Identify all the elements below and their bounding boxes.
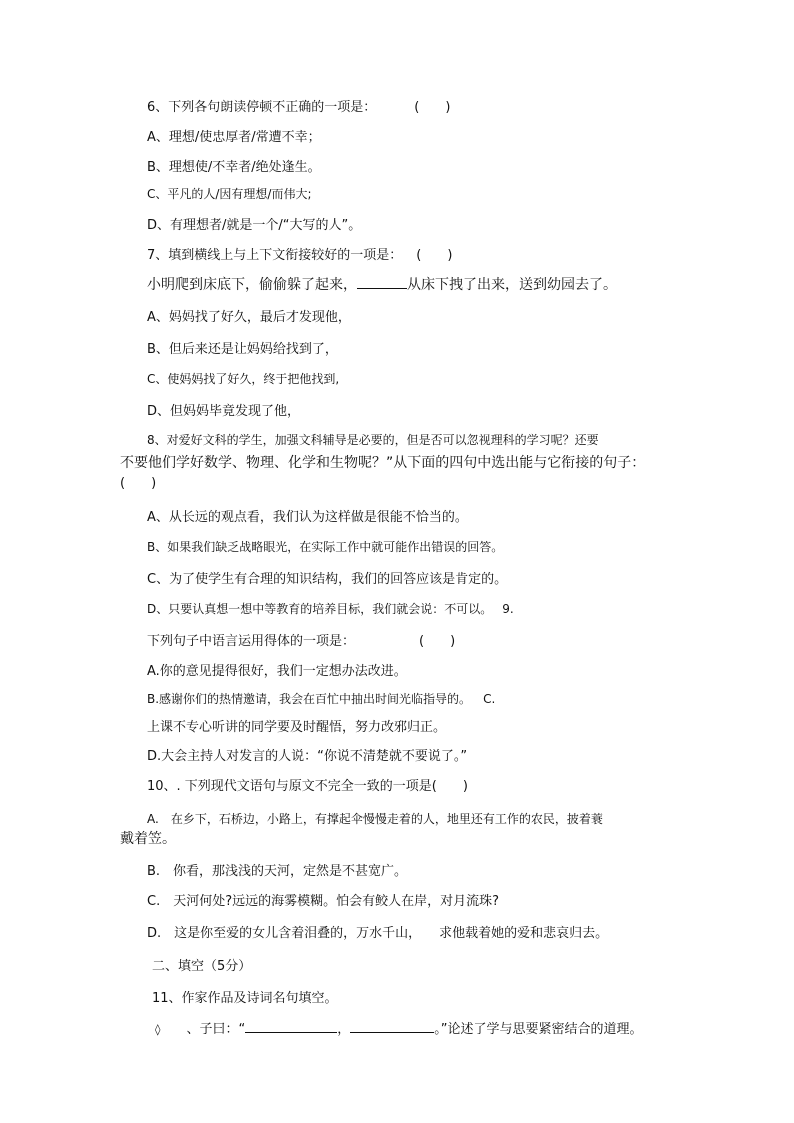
q9-option-b [147, 690, 495, 707]
q10-stem: 10、. 下列现代文语句与原文不完全一致的一项是( ) [147, 779, 468, 794]
q8-stem-line1: 8、对爱好文科的学生，加强文科辅导是必要的，但是否可以忽视理科的学习呢？还要 [147, 433, 599, 447]
q6-option-d: D、有理想者/就是一个/“大写的人”。 [147, 218, 362, 233]
q7-option-b: B、但后来还是让妈妈给找到了， [147, 342, 338, 357]
q6-answer-paren: ( ) [414, 100, 451, 115]
q7-passage [147, 274, 617, 294]
q7-passage-before: 小明爬到床底下，偷偷躲了起来， [147, 277, 357, 293]
q10-option-d [147, 922, 608, 941]
q11-marker: ◊ [155, 1023, 161, 1036]
q8-stem-line2: 不要他们学好数学、物理、化学和生物呢？”从下面的四句中选出能与它衔接的句子： [120, 455, 646, 471]
q8-option-b: B、如果我们缺乏战略眼光，在实际工作中就可能作出错误的回答。 [147, 540, 504, 554]
q8-option-a: A、从长远的观点看，我们认为这样做是很能不恰当的。 [147, 510, 468, 525]
q11-stem: 11、作家作品及诗词名句填空。 [152, 991, 338, 1006]
q11-text-after: 。”论述了学与思要紧密结合的道理。 [434, 1022, 643, 1037]
q7-answer-paren: ( ) [416, 248, 453, 263]
q9-option-b-text: B.感谢你们的热情邀请，我会在百忙中抽出时间光临指导的。 [147, 692, 472, 706]
q9-option-c-label: C. [483, 692, 496, 706]
q7-option-a: A、妈妈找了好久，最后才发现他， [147, 310, 351, 325]
q10-option-a-line2: 戴着笠。 [120, 831, 176, 847]
q7-stem [147, 244, 452, 263]
q8-option-d-text: D、只要认真想一想中等教育的培养目标，我们就会说：不可以。 [147, 602, 493, 616]
q7-option-d: D、但妈妈毕竟发现了他， [147, 404, 301, 419]
q9-answer-paren: ( ) [419, 634, 456, 649]
q10-option-a-line1: A. 在乡下，石桥边，小路上，有撑起伞慢慢走着的人，地里还有工作的农民，披着蓑 [147, 812, 603, 826]
q11-blank-2[interactable] [350, 1019, 434, 1033]
q10-option-d-after: 求他载着她的爱和悲哀归去。 [439, 926, 609, 941]
q9-option-a: A.你的意见提得很好，我们一定想办法改进。 [147, 664, 407, 679]
q10-option-b: B. 你看，那浅浅的天河，定然是不甚宽广。 [147, 864, 408, 879]
q7-stem-text: 7、填到横线上与上下文衔接较好的一项是： [147, 248, 403, 263]
q9-stem-text: 下列句子中语言运用得体的一项是： [147, 634, 356, 649]
q8-option-d [147, 600, 514, 617]
q9-option-c: 上课不专心听讲的同学要及时醒悟，努力改邪归正。 [147, 720, 447, 735]
q10-option-d-before: D. 这是你至爱的女儿含着泪叠的，万水千山， [147, 926, 422, 941]
q6-option-c: C、平凡的人/因有理想/而伟大; [147, 187, 312, 201]
q6-option-a: A、理想/使忠厚者/常遭不幸； [147, 130, 321, 145]
q11-line [155, 1018, 642, 1037]
q7-option-c: C、使妈妈找了好久，终于把他找到, [147, 372, 340, 386]
q6-option-b: B、理想使/不幸者/绝处逢生。 [147, 160, 321, 175]
q8-answer-paren: ( ) [120, 476, 157, 491]
q7-passage-after: 从床下拽了出来，送到幼园去了。 [407, 277, 617, 293]
q6-stem-text: 6、下列各句朗读停顿不正确的一项是： [147, 100, 377, 115]
q11-comma: ， [337, 1022, 351, 1037]
q10-option-c: C. 天河何处?远远的海雾模糊。怕会有鲛人在岸，对月流珠? [147, 894, 500, 909]
q11-text-before: 、子曰：“ [186, 1022, 246, 1037]
q6-stem [147, 96, 450, 115]
section-heading-fill-in: 二、填空（5分） [152, 959, 252, 974]
q8-option-c: C、为了使学生有合理的知识结构，我们的回答应该是肯定的。 [147, 572, 508, 587]
q9-number: 9. [502, 602, 514, 616]
q11-blank-1[interactable] [245, 1019, 337, 1033]
q7-blank-line [357, 274, 407, 289]
q9-stem [147, 630, 455, 649]
q9-option-d: D.大会主持人对发言的人说：“你说不清楚就不要说了。” [147, 749, 468, 764]
